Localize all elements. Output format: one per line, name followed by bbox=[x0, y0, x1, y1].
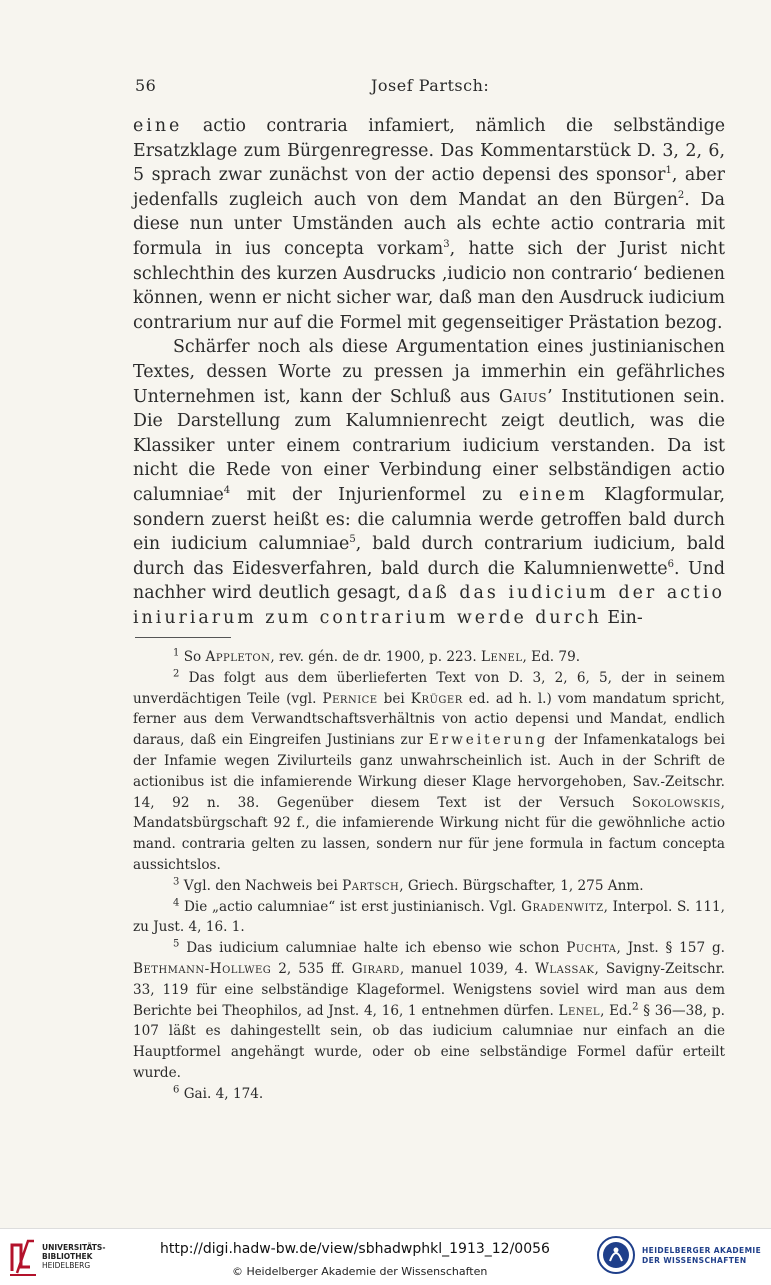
academy-name[interactable]: HEIDELBERGER AKADEMIE DER WISSENSCHAFTEN bbox=[642, 1246, 762, 1265]
footnote-5: $^5$ Das iudicium calumniae halte ich ebenso wie schon Puchta, Jnst. § 157 g. Bethmann-Hollweg 2, 535 ff. Girard, manuel 1039, 4. Wlassak, Savigny-Zeitschr. 33, 119 für eine selbständige Klageformel. Wenigstens soviel wird man aus dem Berichte bei Theophilos, ad Jnst. 4, 16, 1 entnehmen dürfen. Lenel, Ed.$^2$ § 36—38, p. 107 läßt es dahingestellt sein, ob das iudicium calumniae nur einfach an die Hauptformel angehängt wurde, oder ob eine selbständige Formel dafür erteilt wurde. bbox=[133, 938, 725, 1081]
viewer-footer bbox=[0, 1228, 771, 1285]
copyright-notice: © Heidelberger Akademie der Wissenschaften bbox=[232, 1265, 488, 1278]
footnote-2: $^2$ Das folgt aus dem überlieferten Text von D. 3, 2, 6, 5, der in seinem unverdächtigen Teile (vgl. Pernice bei Krüger ed. ad h. l.) vom mandatum spricht, ferner aus dem Verwandtschaftsverhältnis von actio depensi und Mandat, endlich daraus, daß ein Eingreifen Justinians zur Erweiterung der Infamenkatalogs bei der Infamie wegen Zivilurteils ganz unwahrscheinlich ist. Auch in der Schrift de actionibus ist die infamierende Wirkung dieser Klage hervorgehoben, Sav.-Zeitschr. 14, 92 n. 38. Gegenüber diesem Text ist der Versuch Sokolowskis, Mandatsbürgschaft 92 f., die infamierende Wirkung nicht für die gewöhnliche actio mand. contraria gelten zu lassen, sondern nur für jene formula in factum concepta aussichtslos. bbox=[133, 668, 726, 873]
footnote-6: $^6$ Gai. 4, 174. bbox=[173, 1084, 264, 1102]
footnote-ref[interactable]: 6 bbox=[667, 558, 674, 570]
paragraph-2: Schärfer noch als diese Argumentation eines justinianischen Textes, dessen Worte zu pressen ja immerhin ein gefährliches Unternehmen ist, kann der Schluß aus Gaius’ Institutionen sein. Die Darstellung zum Kalumnienrecht zeigt deutlich, was die Klassiker unter einem contrarium iudicium verstanden. Da ist nicht die Rede von einer Verbindung einer selbständigen actio calumniae$^4$ mit der Injurienformel zu einem Klagformular, sondern zuerst heißt es: die calumnia werde getroffen bald durch ein iudicium calumniae$^5$, bald durch contrarium iudicium, bald durch das Eidesverfahren, bald durch die Kalumnienwette$^6$. Und nachher wird deutlich gesagt, daß das iudicium der actio iniuriarum zum contrarium werde durch Ein- bbox=[133, 337, 726, 628]
footnote-ref[interactable]: 4 bbox=[223, 485, 231, 497]
footnote-3: $^3$ Vgl. den Nachweis bei Partsch, Griech. Bürgschafter, 1, 275 Anm. bbox=[173, 876, 644, 894]
footnote-4: $^4$ Die „actio calumniae“ ist erst justinianisch. Vgl. Gradenwitz, Interpol. S. 111, zu Just. 4, 16. 1. bbox=[133, 897, 725, 936]
page-number: 56 bbox=[135, 76, 157, 95]
library-name[interactable]: UNIVERSITÄTS- BIBLIOTHEK HEIDELBERG bbox=[42, 1243, 106, 1270]
footnote-ref[interactable]: 2 bbox=[677, 189, 685, 201]
hadw-seal-logo-icon[interactable] bbox=[596, 1235, 636, 1275]
footnote-ref[interactable]: 3 bbox=[443, 239, 450, 251]
footnote-ref[interactable]: 5 bbox=[349, 534, 356, 546]
running-title: Josef Partsch: bbox=[371, 76, 490, 95]
paragraph-1: eine actio contraria infamiert, nämlich die selbständige Ersatzklage zum Bürgenregresse. Das Kommentarstück D. 3, 2, 6, 5 sprach zwar zunächst von der actio depensi des sponsor$^1$, aber jedenfalls zugleich auch von dem Mandat an den Bürgen$^2$. Da diese nun unter Umständen auch als echte actio contraria mit formula in ius concepta vorkam$^3$, hatte sich der Jurist nicht schlechthin des kurzen Ausdrucks ‚iudicio non contrario‘ bedienen können, wenn er nicht sicher war, daß man den Ausdruck iudicium contrarium nur auf die Formel mit gegenseitiger Prästation bezog. bbox=[133, 116, 725, 333]
ub-heidelberg-logo-icon[interactable] bbox=[8, 1237, 38, 1277]
footnote-divider bbox=[135, 637, 231, 638]
permalink-url[interactable]: http://digi.hadw-bw.de/view/sbhadwphkl_1913_12/0056 bbox=[160, 1241, 550, 1257]
footnote-1: $^1$ So Appleton, rev. gén. de dr. 1900, p. 223. Lenel, Ed. 79. bbox=[173, 647, 581, 665]
main-text bbox=[133, 114, 725, 630]
footnote-ref[interactable]: 1 bbox=[665, 165, 672, 177]
footnotes bbox=[133, 647, 725, 1105]
